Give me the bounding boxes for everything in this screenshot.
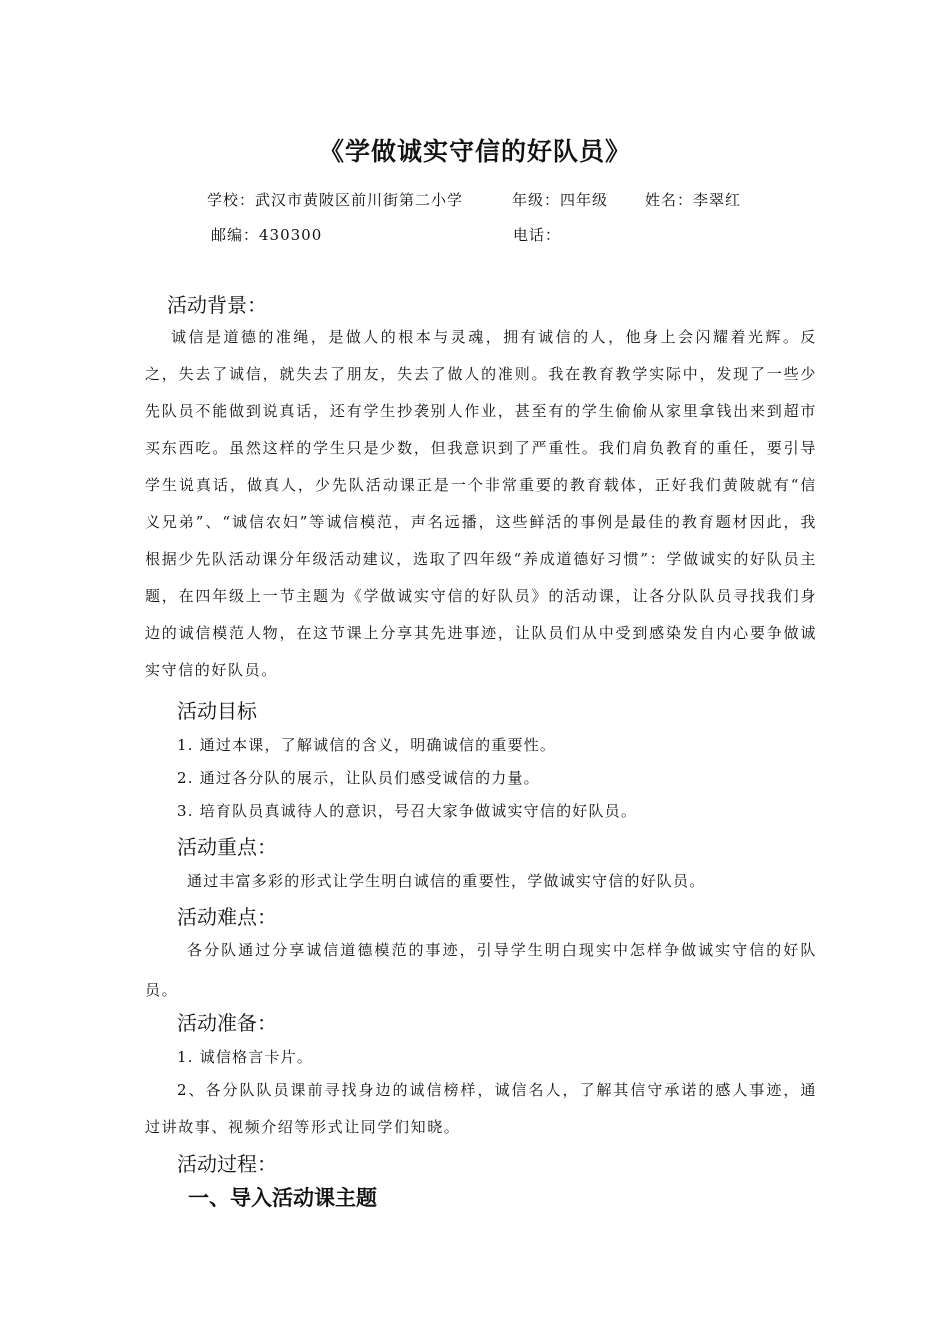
grade-info: 年级：四年级 xyxy=(512,191,609,209)
goal-item-2: 2. 通过各分队的展示，让队员们感受诚信的力量。 xyxy=(177,769,540,787)
author-name: 姓名：李翠红 xyxy=(645,191,742,209)
goal-item-1: 1. 通过本课，了解诚信的含义，明确诚信的重要性。 xyxy=(177,736,557,754)
school-info: 学校：武汉市黄陂区前川街第二小学 xyxy=(207,191,464,209)
difficulty-text: 各分队通过分享诚信道德模范的事迹，引导学生明白现实中怎样争做诚实守信的好队员。 xyxy=(145,941,817,999)
goals-heading: 活动目标 xyxy=(177,699,257,723)
background-paragraph: 诚信是道德的准绳，是做人的根本与灵魂，拥有诚信的人，他身上会闪耀着光辉。反之，失去了诚信，就失去了朋友，失去了做人的准则。我在教育教学实际中，发现了一些少先队员不能做到说真话，还有学生抄袭别人作业，甚至有的学生偷偷从家里拿钱出来到超市买东西吃。虽然这样的学生只是少数，但我意识到了严重性。我们肩负教育的重任，要引导学生说真话，做真人，少先队活动课正是一个非常重要的教育载体，正好我们黄陂就有“信义兄弟”、“诚信农妇”等诚信模范，声名远播，这些鲜活的事例是最佳的教育题材因此，我根据少先队活动课分年级活动建议，选取了四年级“养成道德好习惯”：学做诚实的好队员主题，在四年级上一节主题为《学做诚实守信的好队员》的活动课，让各分队队员寻找我们身边的诚信模范人物，在这节课上分享其先进事迹，让队员们从中受到感染发自内心要争做诚实守信的好队员。 xyxy=(145,328,817,679)
difficulty-heading: 活动难点： xyxy=(177,905,277,929)
key-text: 通过丰富多彩的形式让学生明白诚信的重要性，学做诚实守信的好队员。 xyxy=(187,872,706,890)
process-step-1: 一、导入活动课主题 xyxy=(188,1186,377,1210)
postcode-info: 邮编：430300 xyxy=(211,226,323,244)
document-title: 《学做诚实守信的好队员》 xyxy=(318,137,631,166)
preparation-item-2: 2、各分队队员课前寻找身边的诚信榜样，诚信名人，了解其信守承诺的感人事迹，通过讲故事、视频介绍等形式让同学们知晓。 xyxy=(145,1081,817,1136)
goal-item-3: 3. 培育队员真诚待人的意识，号召大家争做诚实守信的好队员。 xyxy=(177,802,638,820)
process-heading: 活动过程： xyxy=(177,1152,277,1176)
background-heading: 活动背景： xyxy=(167,293,267,317)
key-heading: 活动重点： xyxy=(177,835,277,859)
preparation-heading: 活动准备： xyxy=(177,1011,277,1035)
preparation-item-1: 1. 诚信格言卡片。 xyxy=(177,1048,314,1066)
phone-info: 电话： xyxy=(513,226,562,244)
